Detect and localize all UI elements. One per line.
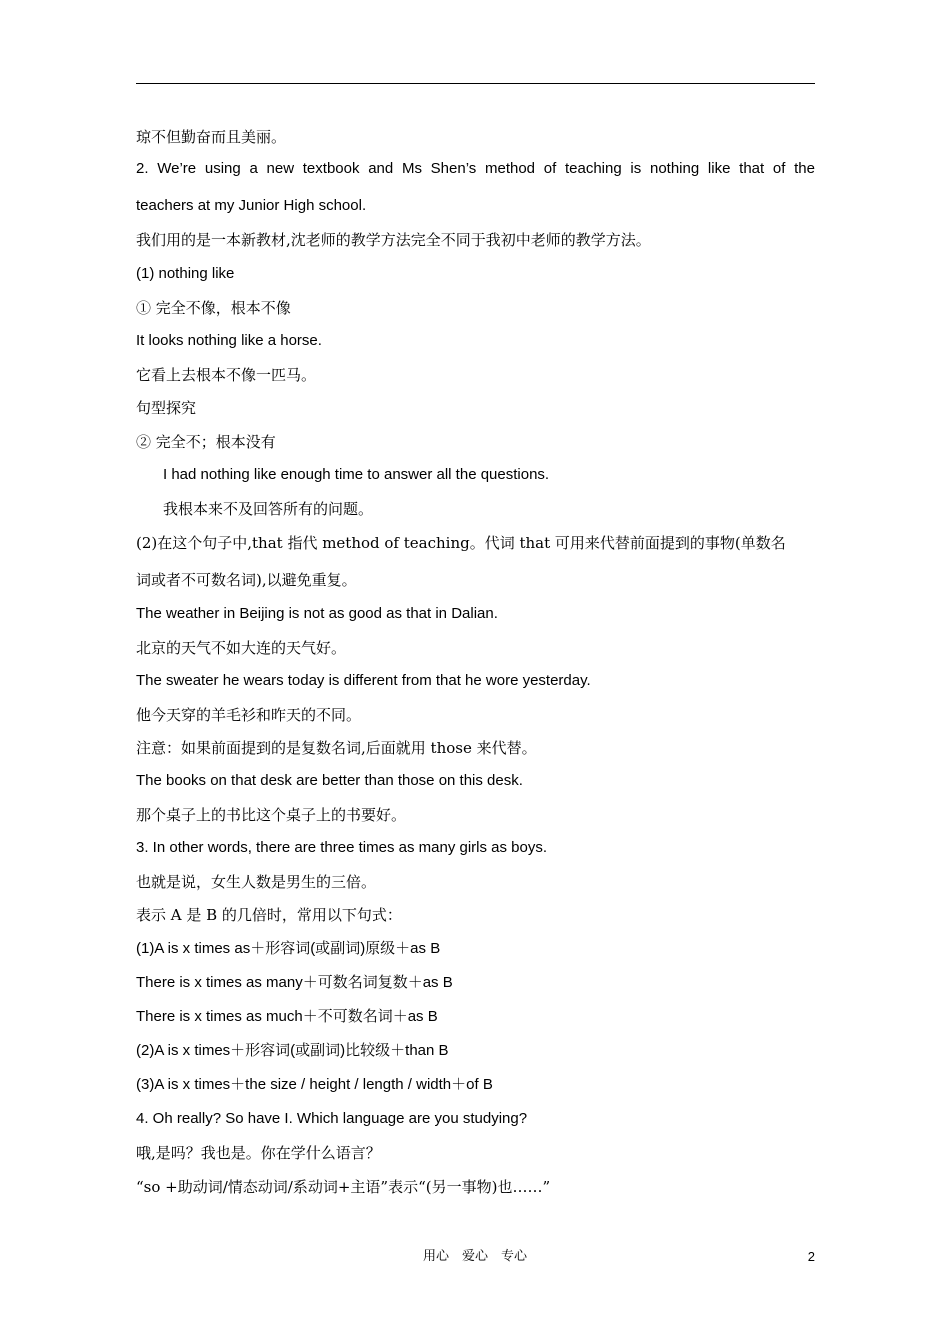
header-rule xyxy=(136,83,815,84)
text-line: (3)A is x times＋the size / height / length / width＋of B xyxy=(136,1076,493,1093)
text-line: There is x times as many＋可数名词复数＋as B xyxy=(136,974,453,991)
text-line: 注意：如果前面提到的是复数名词,后面就用 those 来代替。 xyxy=(136,739,537,757)
text-line: 那个桌子上的书比这个桌子上的书要好。 xyxy=(136,806,407,824)
page-number: 2 xyxy=(807,1249,815,1264)
text-line: ② 完全不；根本没有 xyxy=(136,433,276,451)
text-line: There is x times as much＋不可数名词＋as B xyxy=(136,1008,438,1025)
text-line: 琼不但勤奋而且美丽。 xyxy=(136,128,287,146)
text-line: 我根本来不及回答所有的问题。 xyxy=(163,500,374,518)
text-line: (2)在这个句子中,that 指代 method of teaching。代词 that 可用来代替前面提到的事物(单数名 xyxy=(136,534,786,552)
text-line: 也就是说，女生人数是男生的三倍。 xyxy=(136,873,377,891)
text-line: 句型探究 xyxy=(136,399,197,417)
text-line: 它看上去根本不像一匹马。 xyxy=(136,366,317,384)
text-line: teachers at my Junior High school. xyxy=(136,197,367,214)
footer-motto: 用心 爱心 专心 xyxy=(422,1249,527,1264)
text-line: (2)A is x times＋形容词(或副词)比较级＋than B xyxy=(136,1042,449,1059)
text-line: It looks nothing like a horse. xyxy=(136,332,322,349)
text-line: 2. We’re using a new textbook and Ms Shen’s method of teaching is nothing like that of the xyxy=(136,160,815,177)
text-line: 我们用的是一本新教材,沈老师的教学方法完全不同于我初中老师的教学方法。 xyxy=(136,231,651,249)
text-line: 北京的天气不如大连的天气好。 xyxy=(136,639,347,657)
text-line: The books on that desk are better than those on this desk. xyxy=(136,772,523,789)
text-line: I had nothing like enough time to answer all the questions. xyxy=(163,466,550,483)
text-line: 他今天穿的羊毛衫和昨天的不同。 xyxy=(136,706,362,724)
text-line: 词或者不可数名词),以避免重复。 xyxy=(136,571,357,589)
text-line: 哦,是吗？我也是。你在学什么语言？ xyxy=(136,1144,381,1162)
text-line: (1) nothing like xyxy=(136,265,235,282)
text-line: The sweater he wears today is different from that he wore yesterday. xyxy=(136,672,591,689)
text-line: 3. In other words, there are three times as many girls as boys. xyxy=(136,839,548,856)
text-line: The weather in Beijing is not as good as that in Dalian. xyxy=(136,605,498,622)
text-line: ① 完全不像，根本不像 xyxy=(136,299,291,317)
text-line: 表示 A 是 B 的几倍时，常用以下句式： xyxy=(136,906,402,924)
text-line: (1)A is x times as＋形容词(或副词)原级＋as B xyxy=(136,940,441,957)
text-line: “so +助动词/情态动词/系动词+主语”表示“(另一事物)也……” xyxy=(136,1178,551,1196)
text-line: 4. Oh really? So have I. Which language are you studying? xyxy=(136,1110,528,1127)
